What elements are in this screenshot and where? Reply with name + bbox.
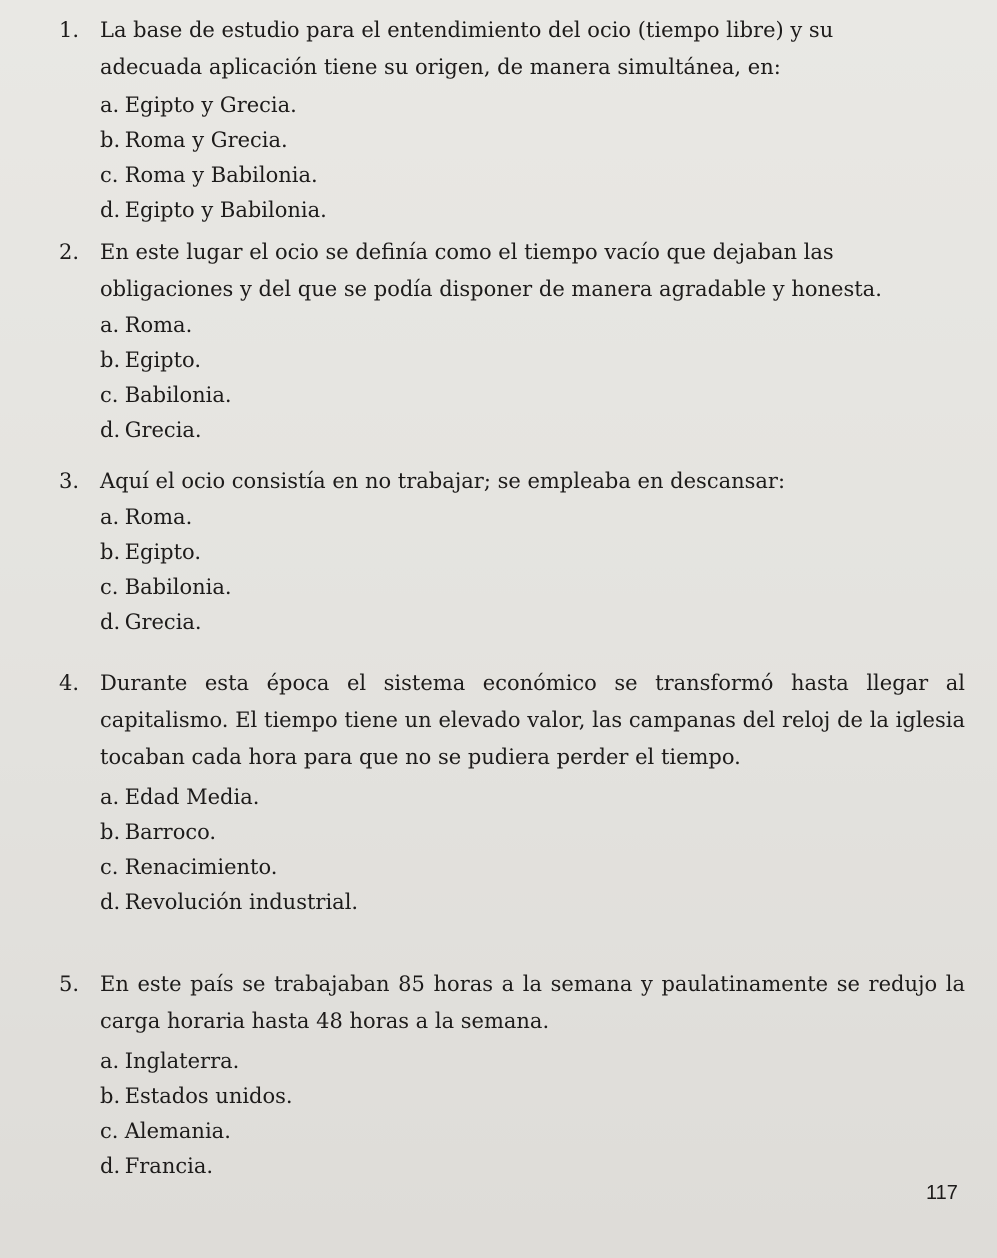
options-list: [60, 500, 960, 640]
question-text: [60, 12, 940, 86]
question-4: [60, 665, 965, 920]
question-body: Aquí el ocio consistía en no trabajar; se empleaba en descansar:: [100, 469, 786, 493]
option-letter: b.: [100, 820, 121, 844]
options-list: [60, 1044, 965, 1184]
option-a: [60, 1044, 965, 1079]
option-text: Babilonia.: [124, 575, 232, 599]
option-letter: b.: [100, 348, 121, 372]
option-d: [60, 1149, 965, 1184]
option-a: [60, 88, 940, 123]
option-letter: d.: [100, 610, 121, 634]
option-text: Roma y Babilonia.: [124, 163, 318, 187]
option-c: [60, 158, 940, 193]
question-2: [60, 234, 960, 448]
question-number: 4.: [59, 671, 80, 695]
page-number: 117: [926, 1182, 958, 1204]
question-body: La base de estudio para el entendimiento del ocio (tiempo libre) y su adecuada aplicación tiene su origen, de manera simultánea, en:: [100, 18, 834, 79]
option-letter: b.: [100, 540, 121, 564]
option-letter: c.: [100, 383, 119, 407]
question-number: 2.: [59, 240, 80, 264]
question-text: [60, 463, 960, 500]
option-d: [60, 885, 965, 920]
option-text: Babilonia.: [124, 383, 232, 407]
option-letter: a.: [100, 313, 120, 337]
options-list: [60, 780, 965, 920]
option-text: Roma.: [124, 313, 193, 337]
question-body: En este país se trabajaban 85 horas a la semana y paulatinamente se redujo la carga horaria hasta 48 horas a la semana.: [100, 972, 965, 1033]
option-letter: c.: [100, 575, 119, 599]
option-letter: a.: [100, 93, 120, 117]
option-c: [60, 850, 965, 885]
option-text: Barroco.: [124, 820, 217, 844]
question-body: En este lugar el ocio se definía como el tiempo vacío que dejaban las obligaciones y del que se podía disponer de manera agradable y honesta.: [100, 240, 882, 301]
option-letter: c.: [100, 1119, 119, 1143]
option-letter: a.: [100, 505, 120, 529]
option-c: [60, 570, 960, 605]
option-text: Inglaterra.: [124, 1049, 240, 1073]
option-text: Edad Media.: [124, 785, 260, 809]
option-letter: c.: [100, 855, 119, 879]
option-letter: b.: [100, 128, 121, 152]
option-d: [60, 193, 940, 228]
option-b: [60, 535, 960, 570]
option-letter: c.: [100, 163, 119, 187]
option-d: [60, 605, 960, 640]
options-list: [60, 88, 940, 228]
option-letter: d.: [100, 198, 121, 222]
options-list: [60, 308, 960, 448]
question-number: 5.: [59, 972, 80, 996]
option-letter: d.: [100, 1154, 121, 1178]
question-text: [60, 665, 965, 776]
option-a: [60, 780, 965, 815]
option-text: Alemania.: [124, 1119, 231, 1143]
question-5: [60, 966, 965, 1184]
option-c: [60, 378, 960, 413]
question-3: [60, 463, 960, 640]
option-b: [60, 1079, 965, 1114]
option-letter: a.: [100, 1049, 120, 1073]
option-text: Revolución industrial.: [124, 890, 359, 914]
option-text: Estados unidos.: [124, 1084, 293, 1108]
question-text: [60, 966, 965, 1040]
option-b: [60, 343, 960, 378]
option-letter: d.: [100, 418, 121, 442]
question-text: [60, 234, 960, 308]
option-text: Egipto y Grecia.: [124, 93, 297, 117]
option-letter: a.: [100, 785, 120, 809]
option-text: Egipto.: [124, 540, 202, 564]
question-number: 1.: [59, 18, 80, 42]
option-b: [60, 123, 940, 158]
question-number: 3.: [59, 469, 80, 493]
option-text: Egipto y Babilonia.: [124, 198, 327, 222]
option-d: [60, 413, 960, 448]
option-a: [60, 308, 960, 343]
option-text: Roma.: [124, 505, 193, 529]
option-letter: d.: [100, 890, 121, 914]
option-a: [60, 500, 960, 535]
option-text: Grecia.: [124, 610, 202, 634]
option-text: Francia.: [124, 1154, 214, 1178]
option-text: Grecia.: [124, 418, 202, 442]
question-body: Durante esta época el sistema económico se transformó hasta llegar al capitalismo. El tiempo tiene un elevado valor, las campanas del reloj de la iglesia tocaban cada hora para que no se pudiera perder el tiempo.: [100, 671, 965, 769]
option-c: [60, 1114, 965, 1149]
option-letter: b.: [100, 1084, 121, 1108]
question-1: [60, 12, 940, 228]
option-text: Egipto.: [124, 348, 202, 372]
option-text: Roma y Grecia.: [124, 128, 288, 152]
option-b: [60, 815, 965, 850]
option-text: Renacimiento.: [124, 855, 278, 879]
